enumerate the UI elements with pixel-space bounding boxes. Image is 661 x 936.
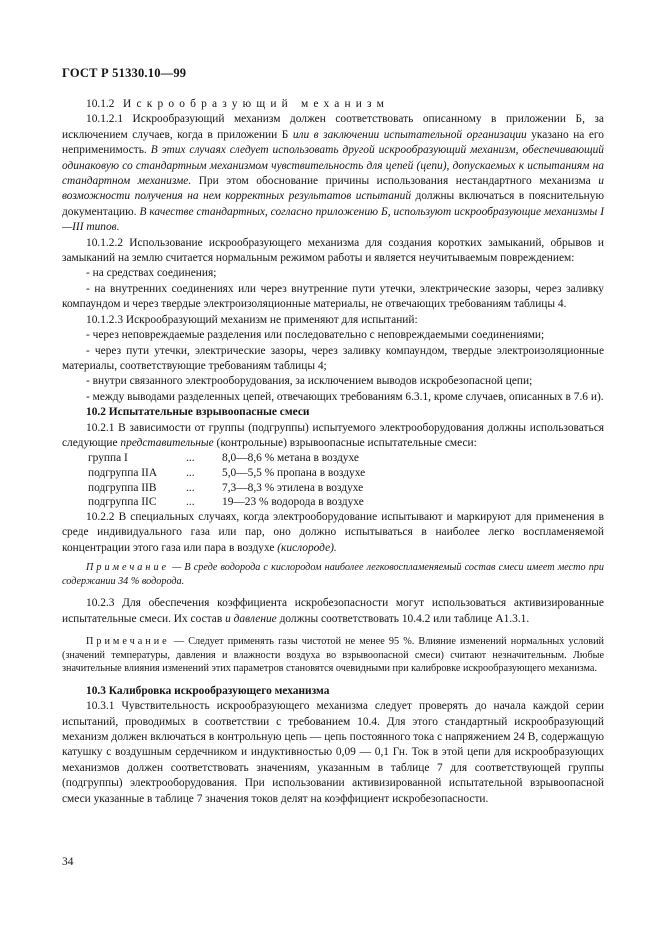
- text-run: 10.2.1 В зависимости от группы (подгруппы) испытуемого электрооборудования должны использоваться следующие: [62, 421, 604, 449]
- text-run: указано на его неприменимость.: [62, 128, 605, 157]
- group-cell: подгруппа IIA: [88, 466, 158, 479]
- section-number: 10.1.2: [86, 98, 115, 110]
- dots-cell: ...: [186, 496, 195, 509]
- dots-cell: ...: [186, 452, 195, 465]
- note-1: [62, 561, 604, 588]
- text-run: должны включаться в пояснительную документацию.: [62, 190, 604, 218]
- italic-run: и давление: [225, 612, 277, 625]
- paragraph-10-1-2-1: [62, 112, 604, 235]
- value-cell: 7,3—8,3 % этилена в воздухе: [222, 481, 364, 494]
- italic-run: В этих случаях следует использовать другой искрообразующий механизм, обеспечивающий одинаковую со стандартным механизмом чувствительность для цепей (цепи), допускаемых к испытаниям на стандартном механизме.: [62, 144, 604, 188]
- dots-cell: ...: [186, 481, 195, 494]
- note-text: — В среде водорода с кислородом наиболее легковоспламеняемый состав смеси имеет место при содержании 34 % водорода.: [62, 561, 604, 587]
- dots-cell: ...: [186, 466, 195, 479]
- page-content: [62, 97, 604, 807]
- text-run: При этом обоснование причины использования нестандартного механизма: [191, 175, 599, 188]
- group-cell: группа I: [88, 452, 128, 465]
- table-row: [88, 495, 365, 510]
- list-item: - внутри связанного электрооборудования, за исключением выводов искробезопасной цепи;: [86, 375, 533, 388]
- page-number: 34: [62, 856, 74, 868]
- italic-run: и возможности получения на нем корректных результатов испытаний: [62, 175, 604, 203]
- group-cell: подгруппа IIB: [88, 481, 157, 494]
- list-item: - через пути утечки, электрические зазоры, через заливку компаундом, твердые электроизоляционные материалы, соответствующие требованиям таблицы 4;: [62, 344, 604, 372]
- table-row: [88, 481, 365, 496]
- note-2: [62, 635, 604, 676]
- italic-run: или в заключении испытательной организации: [292, 128, 527, 141]
- group-cell: подгруппа IIC: [88, 496, 157, 509]
- paragraph-10-2-1: [62, 421, 604, 452]
- table-row: [88, 466, 365, 481]
- section-heading-10-3: 10.3 Калибровка искрообразующего механизма: [86, 684, 330, 697]
- note-label: Примечание: [86, 561, 170, 573]
- paragraph-10-3-1: 10.3.1 Чувствительность искрообразующего механизма следует проверять до начала каждой серии испытаний, проводимых в соответствии с требованием 10.4. Для этого стандартный искрообразующий механизм должен включаться в контрольную цепь — цепь постоянного тока с напряжением 24 В, содержащую катушку с воздушным сердечником и индуктивностью 0,09 — 0,1 Гн. Ток в этой цепи для искрообразующих механизмов должен соответствовать значениям, указанным в таблице 7 для соответствующей группы (подгруппы) электрооборудования. При использовании активизированной испытательной взрывоопасной смеси указанные в таблице 7 значения токов делят на коэффициент искробезопасности.: [62, 700, 604, 805]
- list-item: - через неповреждаемые разделения или последовательно с неповреждаемыми соединениями;: [86, 329, 545, 342]
- note-text: — Следует применять газы чистотой не менее 95 %. Влияние изменений нормальных условий (значений температуры, давления и влажности воздуха во взрывоопасной смеси) считают незначительным. Любые значительные влияния изменений этих параметров становятся очевидными при калибровке искрообразующего механизма.: [62, 635, 604, 675]
- section-heading-10-1-2: [62, 97, 604, 112]
- text-run: 10.2.2 В специальных случаях, когда электрооборудование испытывают и маркируют для применения в среде индивидуального газа или пар, оно должно испытываться в наиболее легко воспламеняемой концентрации этого газа или пара в воздухе: [62, 510, 604, 554]
- list-item: - между выводами разделенных цепей, отвечающих требованиям 6.3.1, кроме случаев, описанных в 7.6 и).: [86, 390, 604, 403]
- mixtures-table: [88, 451, 365, 509]
- value-cell: 19—23 % водорода в воздухе: [222, 496, 364, 509]
- section-title: Искрообразующий механизм: [123, 98, 390, 110]
- italic-run: (кислороде).: [277, 541, 337, 554]
- italic-run: В качестве стандартных, согласно приложению Б, используют искрообразующие механизмы I—III типов.: [62, 205, 604, 234]
- text-run: (контрольные) взрывоопасные испытательные смеси:: [213, 436, 477, 449]
- value-cell: 8,0—8,6 % метана в воздухе: [222, 452, 359, 465]
- text-run: 10.1.2.1 Искрообразующий механизм должен соответствовать описанному в приложении Б, за исключением случаев, когда в приложении Б: [62, 113, 604, 141]
- italic-run: представительные: [120, 436, 214, 449]
- table-row: [88, 451, 365, 466]
- list-item: - на внутренних соединениях или через внутренние пути утечки, электрические зазоры, через заливку компаундом и через твердые электроизоляционные материалы, не отвечающих требованиям таблицы 4.: [62, 282, 604, 311]
- text-run: 10.2.3 Для обеспечения коэффициента искробезопасности могут использоваться активизированные испытательные смеси. Их состав: [62, 597, 604, 625]
- note-label: Примечание: [86, 635, 170, 647]
- text-run: должны соответствовать 10.4.2 или таблице А1.3.1.: [276, 612, 530, 625]
- section-heading-10-2: 10.2 Испытательные взрывоопасные смеси: [86, 406, 310, 419]
- paragraph-10-2-2: [62, 510, 604, 556]
- paragraph-10-1-2-3: 10.1.2.3 Искрообразующий механизм не применяют для испытаний:: [86, 313, 418, 326]
- list-item: - на средствах соединения;: [86, 267, 217, 280]
- paragraph-10-2-3: [62, 596, 604, 627]
- paragraph-10-1-2-2: 10.1.2.2 Использование искрообразующего механизма для создания коротких замыканий, обрывов и замыканий на землю считается нормальным режимом работы и является неучитываемым повреждением:: [62, 236, 604, 265]
- value-cell: 5,0—5,5 % пропана в воздухе: [222, 466, 366, 479]
- document-header: ГОСТ Р 51330.10—99: [62, 66, 187, 80]
